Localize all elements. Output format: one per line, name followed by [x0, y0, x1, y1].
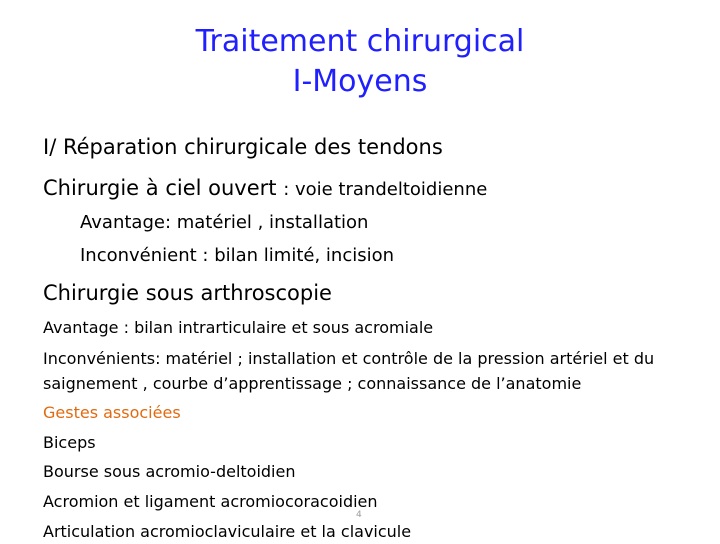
arthroscopy-advantage: Avantage : bilan intrarticulaire et sous acromiale [43, 318, 434, 337]
slide-title-line-1: Traitement chirurgical [195, 24, 525, 59]
arthroscopy-disadvantages: Inconvénients: matériel ; installation et contrôle de la pression artériel et du saignement , courbe d’apprentissage ; connaissance de l’anatomie [43, 349, 655, 393]
open-surgery-heading: Chirurgie à ciel ouvert [43, 176, 284, 200]
associated-item-articulation: Articulation acromioclaviculaire et la clavicule [43, 522, 412, 541]
page-number: 4 [356, 510, 362, 520]
associated-item-acromion: Acromion et ligament acromiocoracoidien [43, 492, 378, 511]
open-surgery-approach: : voie trandeltoidienne [283, 179, 488, 200]
associated-item-bourse: Bourse sous acromio-deltoidien [43, 462, 296, 481]
open-surgery-disadvantage: Inconvénient : bilan limité, incision [80, 245, 395, 266]
associated-item-biceps: Biceps [43, 433, 96, 452]
open-surgery-advantage: Avantage: matériel , installation [80, 212, 369, 233]
section-heading: I/ Réparation chirurgicale des tendons [43, 135, 443, 159]
arthroscopy-heading: Chirurgie sous arthroscopie [43, 281, 332, 305]
slide-title-line-2: I-Moyens [292, 64, 428, 99]
associated-heading: Gestes associées [43, 403, 181, 422]
slide-title [0, 22, 720, 102]
open-surgery-line [43, 174, 487, 203]
